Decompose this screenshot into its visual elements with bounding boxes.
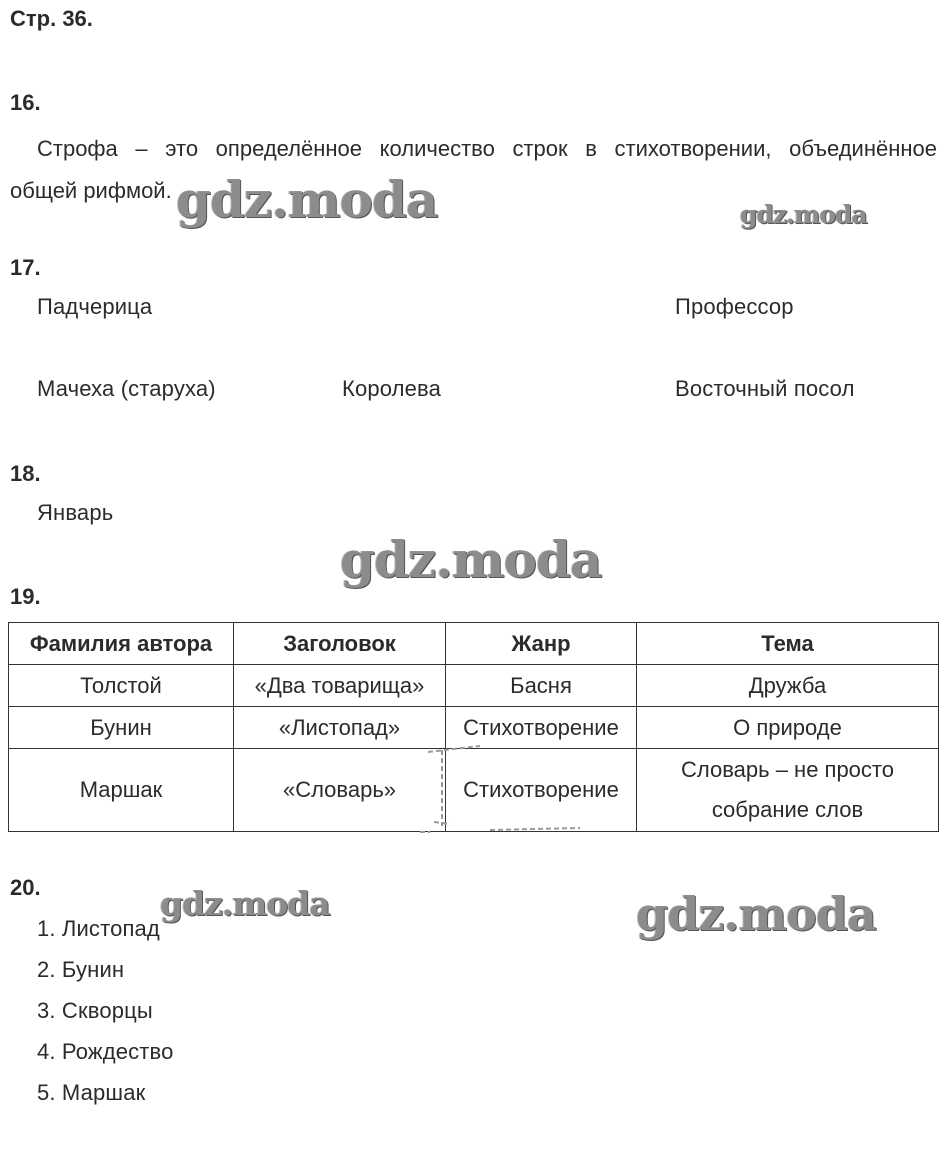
header-author: Фамилия автора — [9, 623, 234, 665]
character-professor: Профессор — [675, 294, 794, 319]
watermark: gdz.moda — [740, 200, 867, 229]
header-genre: Жанр — [446, 623, 637, 665]
answer-16-line-2: общей рифмой. — [10, 178, 172, 203]
header-title: Заголовок — [234, 623, 446, 665]
table-header-row — [9, 623, 939, 665]
watermark: gdz.moda — [636, 887, 876, 941]
scan-artifact — [420, 742, 590, 834]
cell-genre: Басня — [446, 665, 637, 707]
character-ambassador: Восточный посол — [675, 376, 855, 401]
character-stepdaughter: Падчерица — [37, 294, 153, 319]
watermark: gdz.moda — [340, 530, 602, 589]
question-17-number: 17. — [10, 255, 41, 280]
table-row — [9, 665, 939, 707]
question-18-number: 18. — [10, 461, 41, 486]
page-label: Стр. 36. — [10, 6, 93, 31]
question-20-number: 20. — [10, 875, 41, 900]
list-item: 4. Рождество — [37, 1039, 174, 1064]
cell-title: «Словарь» — [234, 749, 446, 832]
watermark: gdz.moda — [176, 170, 438, 229]
cell-title: «Два товарища» — [234, 665, 446, 707]
list-item: 1. Листопад — [37, 916, 160, 941]
cell-author: Маршак — [9, 749, 234, 832]
cell-theme: Словарь – не просто собрание слов — [637, 749, 939, 832]
cell-title: «Листопад» — [234, 707, 446, 749]
watermark: gdz.moda — [160, 884, 330, 923]
answer-16-line-1: Строфа – это определённое количество строк в стихотворении, объединённое — [37, 136, 937, 161]
header-theme: Тема — [637, 623, 939, 665]
cell-genre: Стихотворение — [446, 749, 637, 832]
character-stepmother: Мачеха (старуха) — [37, 376, 216, 401]
character-queen: Королева — [342, 376, 441, 401]
list-item: 5. Маршак — [37, 1080, 146, 1105]
list-item: 2. Бунин — [37, 957, 125, 982]
cell-theme: Дружба — [637, 665, 939, 707]
question-19-number: 19. — [10, 584, 41, 609]
cell-genre: Стихотворение — [446, 707, 637, 749]
cell-theme: О природе — [637, 707, 939, 749]
list-item: 3. Скворцы — [37, 998, 153, 1023]
question-16-number: 16. — [10, 90, 41, 115]
answer-18: Январь — [37, 500, 114, 525]
cell-author: Толстой — [9, 665, 234, 707]
cell-author: Бунин — [9, 707, 234, 749]
